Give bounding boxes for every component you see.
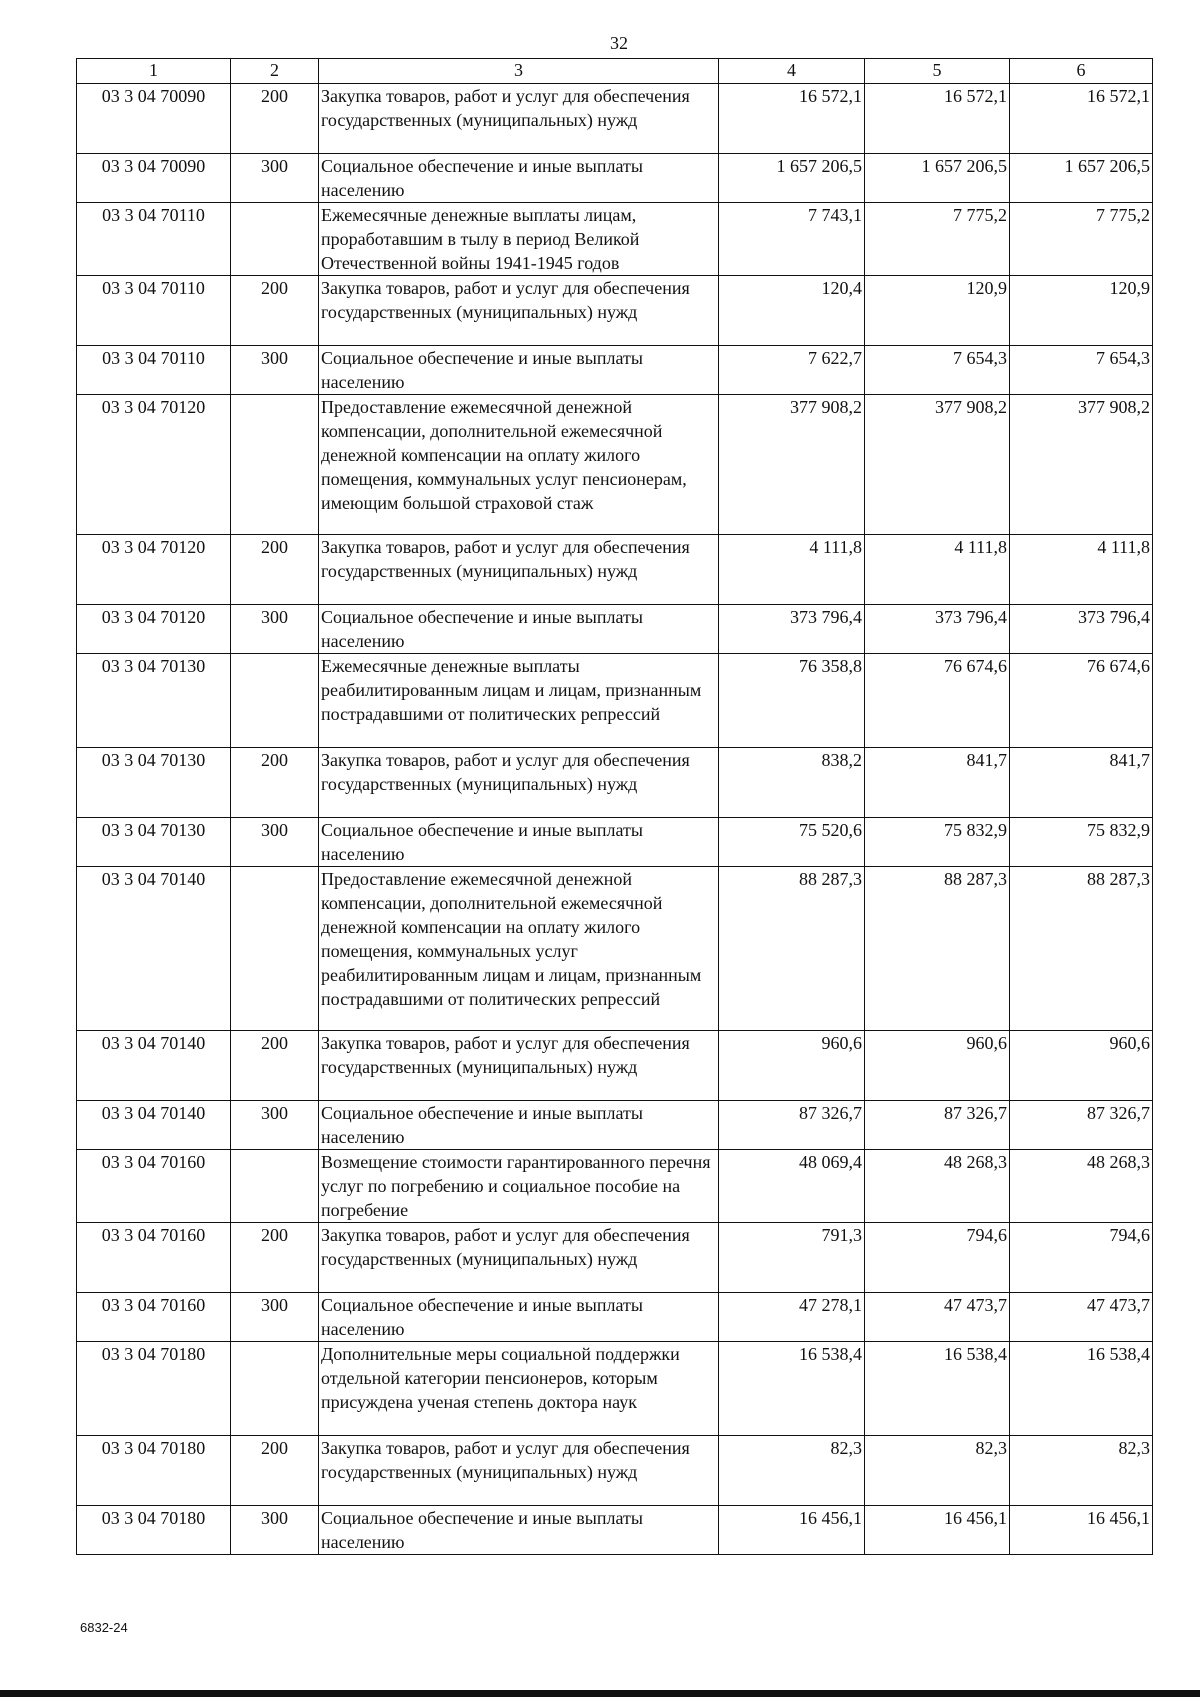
table-row xyxy=(77,818,1153,867)
cell-description: Закупка товаров, работ и услуг для обеспечения государственных (муниципальных) нужд xyxy=(319,276,719,346)
cell-amount-col6: 47 473,7 xyxy=(1010,1293,1153,1342)
cell-expense-type: 200 xyxy=(231,748,319,818)
cell-amount-col4: 87 326,7 xyxy=(719,1101,865,1150)
cell-amount-col6: 87 326,7 xyxy=(1010,1101,1153,1150)
table-header-row xyxy=(77,59,1153,84)
cell-target-code: 03 3 04 70140 xyxy=(77,1031,231,1101)
table-row xyxy=(77,395,1153,535)
cell-amount-col5: 16 572,1 xyxy=(865,84,1010,154)
cell-amount-col4: 838,2 xyxy=(719,748,865,818)
page-number: 32 xyxy=(610,33,628,53)
cell-amount-col5: 7 654,3 xyxy=(865,346,1010,395)
table-row xyxy=(77,203,1153,276)
cell-target-code: 03 3 04 70140 xyxy=(77,1101,231,1150)
cell-amount-col6: 960,6 xyxy=(1010,1031,1153,1101)
cell-amount-col6: 48 268,3 xyxy=(1010,1150,1153,1223)
cell-description: Ежемесячные денежные выплаты реабилитированным лицам и лицам, признанным пострадавшими от политических репрессий xyxy=(319,654,719,748)
cell-target-code: 03 3 04 70160 xyxy=(77,1293,231,1342)
table-row xyxy=(77,748,1153,818)
cell-amount-col6: 76 674,6 xyxy=(1010,654,1153,748)
cell-amount-col4: 7 743,1 xyxy=(719,203,865,276)
cell-amount-col6: 1 657 206,5 xyxy=(1010,154,1153,203)
cell-amount-col4: 47 278,1 xyxy=(719,1293,865,1342)
column-header-4: 4 xyxy=(719,59,865,84)
cell-target-code: 03 3 04 70110 xyxy=(77,346,231,395)
cell-target-code: 03 3 04 70120 xyxy=(77,535,231,605)
cell-amount-col6: 373 796,4 xyxy=(1010,605,1153,654)
cell-expense-type xyxy=(231,203,319,276)
cell-expense-type xyxy=(231,1342,319,1436)
cell-amount-col4: 377 908,2 xyxy=(719,395,865,535)
cell-amount-col4: 373 796,4 xyxy=(719,605,865,654)
cell-amount-col6: 7 654,3 xyxy=(1010,346,1153,395)
cell-target-code: 03 3 04 70120 xyxy=(77,605,231,654)
cell-amount-col6: 377 908,2 xyxy=(1010,395,1153,535)
cell-amount-col4: 4 111,8 xyxy=(719,535,865,605)
cell-amount-col5: 75 832,9 xyxy=(865,818,1010,867)
cell-amount-col4: 960,6 xyxy=(719,1031,865,1101)
cell-amount-col6: 75 832,9 xyxy=(1010,818,1153,867)
cell-expense-type: 200 xyxy=(231,1223,319,1293)
table-row xyxy=(77,1031,1153,1101)
cell-amount-col4: 120,4 xyxy=(719,276,865,346)
table-row xyxy=(77,1342,1153,1436)
cell-amount-col5: 82,3 xyxy=(865,1436,1010,1506)
cell-target-code: 03 3 04 70090 xyxy=(77,84,231,154)
cell-expense-type: 300 xyxy=(231,1101,319,1150)
cell-description: Социальное обеспечение и иные выплаты населению xyxy=(319,1506,719,1555)
cell-amount-col6: 16 456,1 xyxy=(1010,1506,1153,1555)
cell-amount-col4: 16 572,1 xyxy=(719,84,865,154)
cell-target-code: 03 3 04 70180 xyxy=(77,1506,231,1555)
cell-expense-type xyxy=(231,867,319,1031)
cell-amount-col4: 48 069,4 xyxy=(719,1150,865,1223)
cell-amount-col6: 841,7 xyxy=(1010,748,1153,818)
scan-bottom-edge xyxy=(0,1690,1200,1697)
cell-target-code: 03 3 04 70120 xyxy=(77,395,231,535)
table-row xyxy=(77,1223,1153,1293)
cell-amount-col5: 7 775,2 xyxy=(865,203,1010,276)
cell-amount-col5: 87 326,7 xyxy=(865,1101,1010,1150)
budget-table xyxy=(76,58,1153,1555)
cell-target-code: 03 3 04 70160 xyxy=(77,1223,231,1293)
cell-description: Закупка товаров, работ и услуг для обеспечения государственных (муниципальных) нужд xyxy=(319,84,719,154)
cell-description: Закупка товаров, работ и услуг для обеспечения государственных (муниципальных) нужд xyxy=(319,748,719,818)
cell-description: Закупка товаров, работ и услуг для обеспечения государственных (муниципальных) нужд xyxy=(319,535,719,605)
cell-expense-type xyxy=(231,1150,319,1223)
cell-amount-col6: 794,6 xyxy=(1010,1223,1153,1293)
cell-amount-col5: 16 538,4 xyxy=(865,1342,1010,1436)
cell-amount-col5: 841,7 xyxy=(865,748,1010,818)
document-footer-code: 6832-24 xyxy=(80,1620,128,1635)
cell-amount-col6: 82,3 xyxy=(1010,1436,1153,1506)
cell-target-code: 03 3 04 70140 xyxy=(77,867,231,1031)
cell-expense-type: 200 xyxy=(231,1436,319,1506)
cell-amount-col4: 75 520,6 xyxy=(719,818,865,867)
table-row xyxy=(77,154,1153,203)
table-row xyxy=(77,605,1153,654)
cell-expense-type: 200 xyxy=(231,84,319,154)
table-row xyxy=(77,276,1153,346)
table-row xyxy=(77,346,1153,395)
cell-amount-col5: 48 268,3 xyxy=(865,1150,1010,1223)
column-header-5: 5 xyxy=(865,59,1010,84)
cell-amount-col5: 16 456,1 xyxy=(865,1506,1010,1555)
cell-target-code: 03 3 04 70180 xyxy=(77,1436,231,1506)
cell-expense-type: 300 xyxy=(231,605,319,654)
cell-amount-col5: 1 657 206,5 xyxy=(865,154,1010,203)
cell-description: Возмещение стоимости гарантированного перечня услуг по погребению и социальное пособие на погребение xyxy=(319,1150,719,1223)
cell-amount-col4: 88 287,3 xyxy=(719,867,865,1031)
cell-amount-col5: 377 908,2 xyxy=(865,395,1010,535)
cell-amount-col6: 88 287,3 xyxy=(1010,867,1153,1031)
cell-description: Закупка товаров, работ и услуг для обеспечения государственных (муниципальных) нужд xyxy=(319,1223,719,1293)
cell-expense-type xyxy=(231,654,319,748)
cell-expense-type: 300 xyxy=(231,346,319,395)
cell-amount-col5: 4 111,8 xyxy=(865,535,1010,605)
cell-amount-col4: 791,3 xyxy=(719,1223,865,1293)
cell-amount-col6: 16 572,1 xyxy=(1010,84,1153,154)
cell-expense-type: 300 xyxy=(231,1506,319,1555)
cell-amount-col5: 794,6 xyxy=(865,1223,1010,1293)
cell-amount-col4: 1 657 206,5 xyxy=(719,154,865,203)
cell-target-code: 03 3 04 70110 xyxy=(77,203,231,276)
table-row xyxy=(77,1293,1153,1342)
table-row xyxy=(77,867,1153,1031)
cell-amount-col5: 88 287,3 xyxy=(865,867,1010,1031)
cell-target-code: 03 3 04 70090 xyxy=(77,154,231,203)
cell-description: Ежемесячные денежные выплаты лицам, проработавшим в тылу в период Великой Отечественной войны 1941-1945 годов xyxy=(319,203,719,276)
cell-amount-col4: 76 358,8 xyxy=(719,654,865,748)
table-body xyxy=(77,84,1153,1555)
cell-description: Социальное обеспечение и иные выплаты населению xyxy=(319,1293,719,1342)
cell-description: Предоставление ежемесячной денежной компенсации, дополнительной ежемесячной денежной компенсации на оплату жилого помещения, коммунальных услуг пенсионерам, имеющим большой страховой стаж xyxy=(319,395,719,535)
cell-amount-col5: 47 473,7 xyxy=(865,1293,1010,1342)
cell-description: Социальное обеспечение и иные выплаты населению xyxy=(319,818,719,867)
cell-amount-col6: 4 111,8 xyxy=(1010,535,1153,605)
table-row xyxy=(77,1436,1153,1506)
cell-description: Закупка товаров, работ и услуг для обеспечения государственных (муниципальных) нужд xyxy=(319,1031,719,1101)
cell-amount-col5: 960,6 xyxy=(865,1031,1010,1101)
cell-target-code: 03 3 04 70130 xyxy=(77,818,231,867)
cell-description: Социальное обеспечение и иные выплаты населению xyxy=(319,1101,719,1150)
cell-amount-col5: 120,9 xyxy=(865,276,1010,346)
column-header-2: 2 xyxy=(231,59,319,84)
table-row xyxy=(77,1150,1153,1223)
cell-amount-col6: 120,9 xyxy=(1010,276,1153,346)
table-row xyxy=(77,1101,1153,1150)
cell-description: Социальное обеспечение и иные выплаты населению xyxy=(319,154,719,203)
cell-amount-col4: 16 538,4 xyxy=(719,1342,865,1436)
cell-amount-col4: 82,3 xyxy=(719,1436,865,1506)
cell-amount-col6: 7 775,2 xyxy=(1010,203,1153,276)
cell-description: Дополнительные меры социальной поддержки отдельной категории пенсионеров, которым присуждена ученая степень доктора наук xyxy=(319,1342,719,1436)
cell-description: Предоставление ежемесячной денежной компенсации, дополнительной ежемесячной денежной компенсации на оплату жилого помещения, коммунальных услуг реабилитированным лицам и лицам, признанным пострадавшими от политических репрессий xyxy=(319,867,719,1031)
table-row xyxy=(77,1506,1153,1555)
cell-expense-type xyxy=(231,395,319,535)
cell-expense-type: 300 xyxy=(231,1293,319,1342)
cell-target-code: 03 3 04 70110 xyxy=(77,276,231,346)
cell-target-code: 03 3 04 70160 xyxy=(77,1150,231,1223)
table-row xyxy=(77,654,1153,748)
table-row xyxy=(77,84,1153,154)
cell-expense-type: 200 xyxy=(231,1031,319,1101)
cell-amount-col6: 16 538,4 xyxy=(1010,1342,1153,1436)
column-header-6: 6 xyxy=(1010,59,1153,84)
cell-description: Закупка товаров, работ и услуг для обеспечения государственных (муниципальных) нужд xyxy=(319,1436,719,1506)
column-header-3: 3 xyxy=(319,59,719,84)
cell-target-code: 03 3 04 70130 xyxy=(77,654,231,748)
column-header-1: 1 xyxy=(77,59,231,84)
cell-description: Социальное обеспечение и иные выплаты населению xyxy=(319,346,719,395)
cell-amount-col5: 76 674,6 xyxy=(865,654,1010,748)
cell-expense-type: 200 xyxy=(231,535,319,605)
cell-target-code: 03 3 04 70130 xyxy=(77,748,231,818)
cell-expense-type: 300 xyxy=(231,818,319,867)
cell-expense-type: 300 xyxy=(231,154,319,203)
table-row xyxy=(77,535,1153,605)
cell-amount-col5: 373 796,4 xyxy=(865,605,1010,654)
cell-expense-type: 200 xyxy=(231,276,319,346)
cell-description: Социальное обеспечение и иные выплаты населению xyxy=(319,605,719,654)
cell-target-code: 03 3 04 70180 xyxy=(77,1342,231,1436)
cell-amount-col4: 7 622,7 xyxy=(719,346,865,395)
cell-amount-col4: 16 456,1 xyxy=(719,1506,865,1555)
